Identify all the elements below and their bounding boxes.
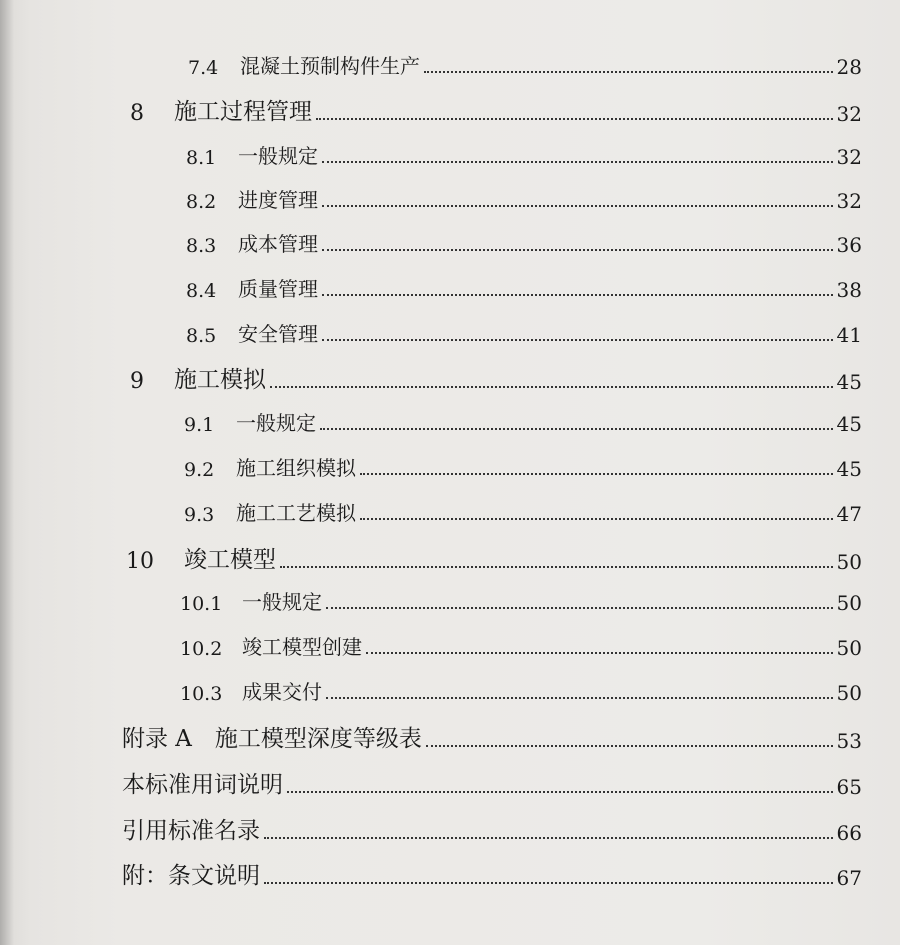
toc-entry-8-1 — [186, 140, 862, 169]
toc-page-number: 65 — [836, 775, 862, 799]
toc-title: 附：条文说明 — [122, 863, 260, 889]
toc-leader — [360, 518, 833, 520]
toc-leader — [360, 473, 833, 475]
toc-title: 施工组织模拟 — [236, 456, 356, 480]
toc-number: 8.5 — [186, 325, 217, 347]
toc-leader — [326, 607, 833, 609]
toc-title: 竣工模型 — [184, 547, 276, 573]
toc-leader — [322, 205, 833, 207]
toc-entry-appendix-a — [122, 720, 862, 753]
toc-leader — [316, 118, 833, 120]
toc-number: 7.4 — [188, 57, 219, 79]
toc-leader — [326, 697, 833, 699]
toc-page-number: 32 — [836, 102, 862, 126]
toc-title: 成本管理 — [238, 232, 318, 256]
toc-page-number: 32 — [836, 145, 862, 169]
toc-entry-9 — [130, 361, 862, 394]
toc-leader — [322, 294, 833, 296]
toc-number: 9 — [130, 369, 144, 394]
toc-entry-clause-notes — [122, 857, 862, 890]
toc-page-number: 67 — [836, 866, 862, 890]
toc-title: 引用标准名录 — [122, 818, 260, 844]
toc-page-number: 45 — [836, 412, 862, 436]
toc-entry-10-3 — [180, 676, 862, 705]
toc-leader — [426, 745, 833, 747]
toc-number: 10 — [126, 549, 154, 574]
toc-page-number: 47 — [836, 502, 862, 526]
toc-number: 10.1 — [180, 593, 223, 615]
toc-number: 10.3 — [180, 683, 223, 705]
toc-title: 竣工模型创建 — [242, 635, 362, 659]
toc-entry-9-1 — [184, 407, 862, 436]
toc-title: 进度管理 — [238, 188, 318, 212]
toc-number: 10.2 — [180, 638, 223, 660]
toc-entry-8-4 — [186, 273, 862, 302]
toc-entry-9-2 — [184, 452, 862, 481]
toc-page-number: 53 — [836, 729, 862, 753]
toc-entry-10-1 — [180, 586, 862, 615]
page-edge-shadow — [0, 0, 14, 945]
toc-leader — [287, 791, 833, 793]
toc-title: 混凝土预制构件生产 — [240, 54, 420, 78]
toc-page-number: 45 — [836, 370, 862, 394]
toc-page-number: 50 — [836, 681, 862, 705]
toc-title: 本标准用词说明 — [122, 772, 283, 798]
toc-number: 8 — [130, 101, 144, 126]
toc-number: 8.2 — [186, 191, 217, 213]
toc-entry-10 — [126, 541, 862, 574]
toc-leader — [322, 339, 833, 341]
toc-number: 9.2 — [184, 459, 215, 481]
toc-leader — [280, 566, 833, 568]
toc-title: 附录 A 施工模型深度等级表 — [122, 726, 422, 752]
toc-page-number: 41 — [836, 323, 862, 347]
toc-leader — [270, 386, 833, 388]
toc-page-number: 50 — [836, 636, 862, 660]
toc-leader — [366, 652, 833, 654]
toc-title: 质量管理 — [238, 277, 318, 301]
toc-page-number: 45 — [836, 457, 862, 481]
toc-page-number: 50 — [836, 550, 862, 574]
toc-title: 成果交付 — [242, 680, 322, 704]
toc-number: 9.1 — [184, 414, 215, 436]
toc-title: 一般规定 — [238, 144, 318, 168]
toc-entry-8-2 — [186, 184, 862, 213]
toc-number: 8.4 — [186, 280, 217, 302]
toc-title: 一般规定 — [242, 590, 322, 614]
toc-page-number: 36 — [836, 233, 862, 257]
toc-leader — [322, 161, 833, 163]
toc-title: 施工工艺模拟 — [236, 501, 356, 525]
toc-number: 9.3 — [184, 504, 215, 526]
toc-entry-terms — [122, 766, 862, 799]
toc-entry-references — [122, 812, 862, 845]
toc-page-number: 50 — [836, 591, 862, 615]
toc-page-number: 66 — [836, 821, 862, 845]
toc-entry-9-3 — [184, 497, 862, 526]
toc-leader — [264, 882, 833, 884]
toc-entry-7-4 — [188, 50, 862, 79]
toc-leader — [320, 428, 833, 430]
toc-entry-8 — [130, 93, 862, 126]
toc-leader — [424, 71, 833, 73]
toc-leader — [322, 249, 833, 251]
toc-number: 8.3 — [186, 235, 217, 257]
toc-title: 安全管理 — [238, 322, 318, 346]
toc-number: 8.1 — [186, 147, 217, 169]
toc-entry-8-5 — [186, 318, 862, 347]
toc-leader — [264, 837, 833, 839]
toc-title: 施工模拟 — [174, 367, 266, 393]
toc-page-number: 28 — [836, 55, 862, 79]
toc-page-number: 38 — [836, 278, 862, 302]
toc-entry-8-3 — [186, 228, 862, 257]
toc-title: 施工过程管理 — [174, 99, 312, 125]
toc-page-number: 32 — [836, 189, 862, 213]
toc-entry-10-2 — [180, 631, 862, 660]
toc-title: 一般规定 — [236, 411, 316, 435]
